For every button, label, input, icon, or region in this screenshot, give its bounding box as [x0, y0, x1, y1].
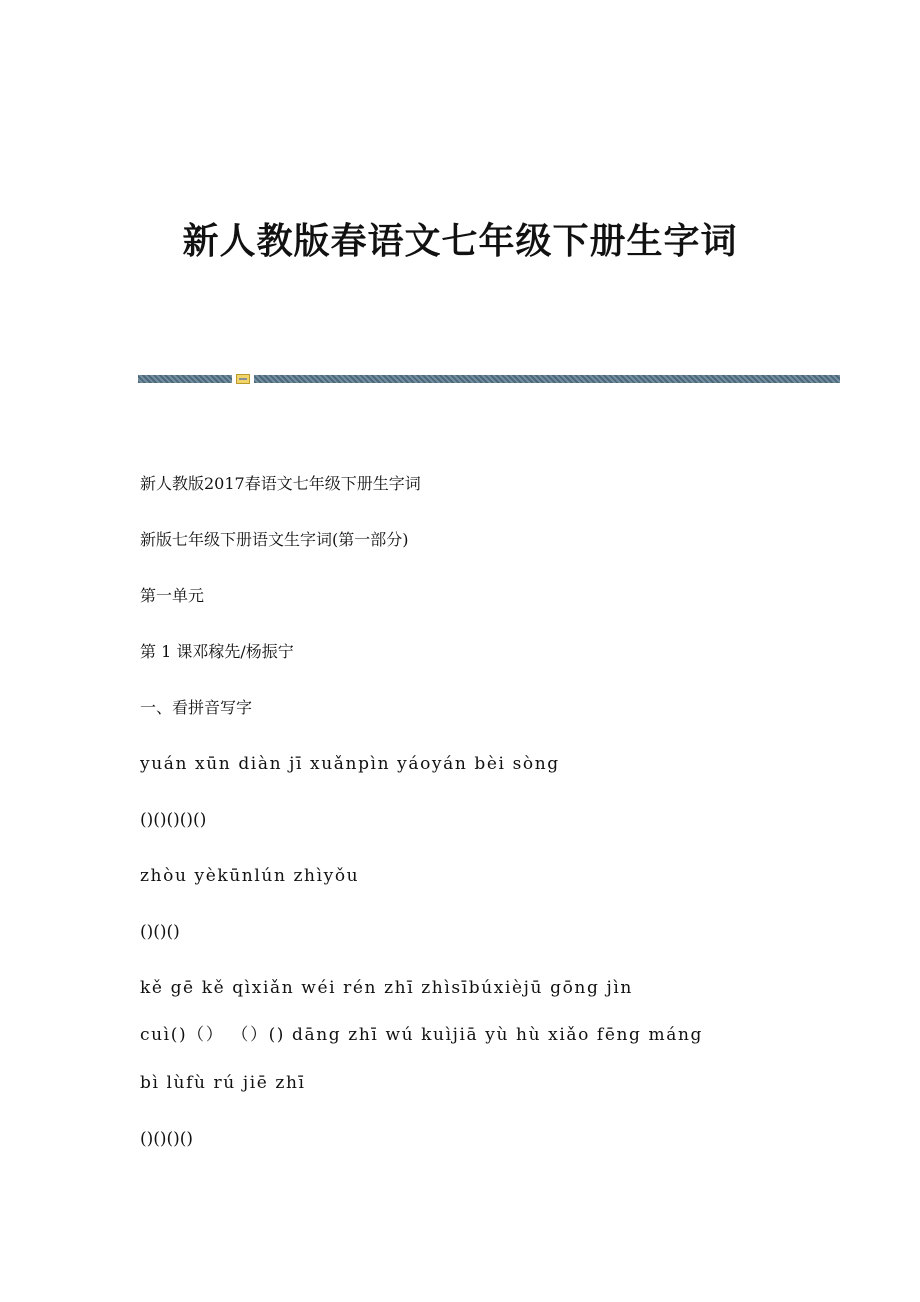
divider-emblem-icon	[236, 374, 250, 384]
title-divider	[138, 374, 840, 384]
unit-heading: 第一单元	[140, 586, 205, 605]
pinyin-line: cuì()（） （）() dāng zhī wú kuìjiā yù hù xiǎo fēng máng	[140, 1025, 704, 1045]
answer-blanks-line: ()()()()	[140, 1129, 194, 1149]
divider-bar-right	[254, 375, 840, 383]
divider-bar-left	[138, 375, 232, 383]
exercise-heading: 一、看拼音写字	[140, 698, 253, 717]
pinyin-line: bì lùfù rú jiē zhī	[140, 1073, 306, 1093]
section-heading: 新版七年级下册语文生字词(第一部分)	[140, 530, 409, 549]
pinyin-line: yuán xūn diàn jī xuǎnpìn yáoyán bèi sòng	[140, 754, 560, 774]
page-title: 新人教版春语文七年级下册生字词	[182, 220, 738, 262]
lesson-heading: 第 1 课邓稼先/杨振宁	[140, 642, 294, 661]
answer-blanks-line: ()()()()()	[140, 810, 207, 830]
pinyin-line: zhòu yèkūnlún zhìyǒu	[140, 866, 360, 886]
subtitle-line: 新人教版2017春语文七年级下册生字词	[140, 474, 421, 493]
pinyin-line: kě gē kě qìxiǎn wéi rén zhī zhìsībúxièjū gōng jìn	[140, 978, 633, 998]
answer-blanks-line: ()()()	[140, 922, 180, 942]
